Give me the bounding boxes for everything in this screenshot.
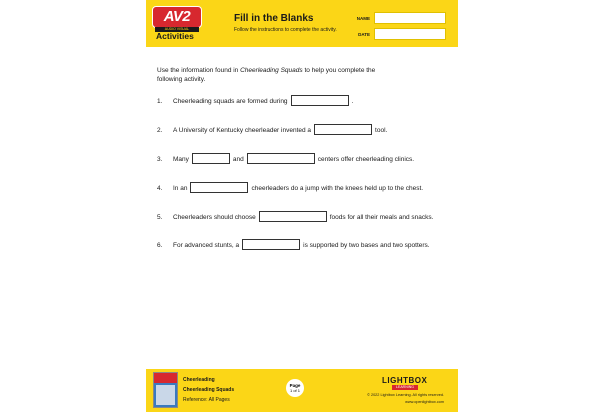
section-label: Activities	[156, 31, 194, 41]
question-text: Cheerleading squads are formed during	[173, 98, 288, 106]
page-subtitle: Follow the instructions to complete the activity.	[234, 27, 337, 33]
question-text: Cheerleaders should choose	[173, 214, 256, 222]
header-bar	[146, 0, 458, 47]
book-cover-banner	[154, 373, 177, 383]
instructions-after: to help you complete the following activity.	[157, 67, 376, 83]
book-cover-photo	[156, 385, 175, 405]
footer-series: Cheerleading	[183, 377, 215, 383]
answer-blank[interactable]	[291, 95, 349, 106]
footer-reference: Reference: All Pages	[183, 397, 230, 403]
question-text: In an	[173, 185, 188, 193]
page-number-badge	[286, 379, 304, 397]
date-label: DATE	[358, 32, 370, 37]
logo-subtext: AUDIO VISUAL	[155, 27, 199, 32]
footer-book-title: Cheerleading Squads	[183, 387, 235, 393]
footer-bar	[146, 369, 458, 412]
question-2	[157, 125, 387, 137]
page-label: Page	[289, 383, 301, 388]
question-text: A University of Kentucky cheerleader invented a	[173, 127, 312, 135]
av2-logo	[152, 6, 206, 31]
question-4	[157, 183, 423, 195]
question-text: is supported by two bases and two spotters.	[303, 242, 430, 250]
name-label: NAME	[356, 16, 370, 21]
answer-blank[interactable]	[247, 153, 315, 164]
website-link[interactable]: www.openlightbox.com	[405, 400, 444, 404]
logo-text: AV2	[152, 6, 202, 28]
lightbox-logo-sub: LEARNING	[392, 385, 418, 390]
question-number: 1.	[157, 98, 163, 106]
worksheet-page	[146, 0, 458, 412]
book-title-reference: Cheerleading Squads	[240, 67, 303, 74]
question-number: 6.	[157, 242, 163, 250]
question-number: 4.	[157, 185, 163, 193]
date-field[interactable]	[374, 28, 446, 40]
question-text: .	[351, 98, 354, 106]
question-text: cheerleaders do a jump with the knees held up to the chest.	[251, 185, 424, 193]
page-number: 1 of 1	[289, 388, 300, 393]
answer-blank[interactable]	[190, 182, 248, 193]
question-text: Many	[173, 156, 189, 164]
name-field[interactable]	[374, 12, 446, 24]
question-text: and	[232, 156, 244, 164]
answer-blank[interactable]	[259, 211, 327, 222]
question-6	[157, 240, 430, 252]
question-text: tool.	[375, 127, 388, 135]
page-title: Fill in the Blanks	[234, 13, 314, 24]
answer-blank[interactable]	[192, 153, 230, 164]
instructions	[157, 66, 397, 84]
question-1	[157, 96, 353, 108]
question-5	[157, 212, 433, 224]
copyright-text: © 2022 Lightbox Learning. All rights reserved.	[367, 393, 444, 397]
question-text: For advanced stunts, a	[173, 242, 240, 250]
question-number: 5.	[157, 214, 163, 222]
question-text: foods for all their meals and snacks.	[329, 214, 434, 222]
instructions-before: Use the information found in	[157, 67, 241, 74]
question-3	[157, 154, 414, 166]
question-number: 3.	[157, 156, 163, 164]
question-text: centers offer cheerleading clinics.	[317, 156, 415, 164]
lightbox-logo: LIGHTBOX	[382, 376, 428, 385]
answer-blank[interactable]	[314, 124, 372, 135]
book-cover-thumbnail	[153, 372, 178, 408]
question-number: 2.	[157, 127, 163, 135]
answer-blank[interactable]	[242, 239, 300, 250]
